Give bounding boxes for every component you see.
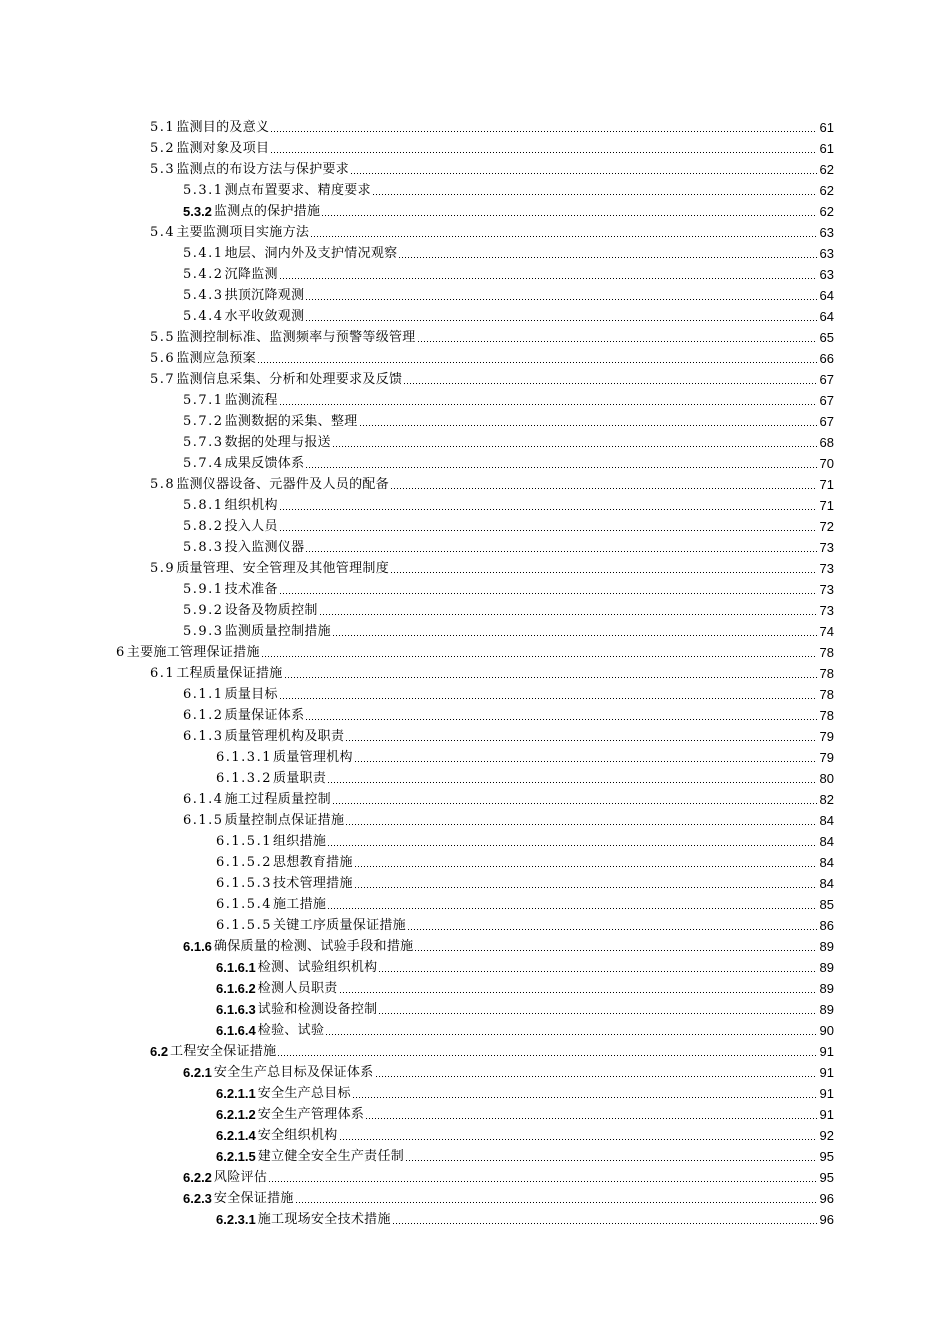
toc-entry[interactable] — [0, 535, 950, 556]
toc-entry-page: 67 — [819, 393, 834, 408]
toc-entry-page: 71 — [819, 498, 834, 513]
dot-leader — [327, 781, 817, 784]
toc-entry-page: 90 — [819, 1023, 834, 1038]
toc-entry-title: 施工过程质量控制 — [224, 792, 331, 807]
dot-leader — [407, 928, 817, 931]
toc-entry-number: 6.2.3.1 — [216, 1212, 256, 1227]
toc-entry[interactable] — [0, 262, 950, 283]
toc-entry-page: 95 — [819, 1149, 834, 1164]
toc-entry-number: 5.3 — [150, 162, 176, 177]
dot-leader — [305, 718, 817, 721]
toc-entry[interactable] — [0, 115, 950, 136]
toc-entry-page: 84 — [819, 834, 834, 849]
toc-entry-title: 工程质量保证措施 — [176, 666, 283, 681]
toc-entry-title: 检测人员职责 — [257, 981, 338, 996]
toc-entry-page: 72 — [819, 519, 834, 534]
toc-entry-number: 5.8.3 — [183, 540, 224, 555]
toc-entry[interactable] — [0, 1186, 950, 1207]
toc-entry[interactable] — [0, 199, 950, 220]
toc-entry-title: 成果反馈体系 — [224, 456, 305, 471]
toc-entry-title: 沉降监测 — [224, 267, 278, 282]
toc-entry[interactable] — [0, 1018, 950, 1039]
dot-leader — [332, 802, 817, 805]
toc-entry-number: 6.1.6.4 — [216, 1023, 256, 1038]
toc-entry-number: 5.3.2 — [183, 204, 212, 219]
dot-leader — [295, 1201, 817, 1204]
toc-entry-number: 5.7.1 — [183, 393, 224, 408]
toc-entry[interactable] — [0, 1207, 950, 1228]
toc-entry-page: 62 — [819, 204, 834, 219]
toc-entry-title: 技术准备 — [224, 582, 278, 597]
toc-entry-number: 5.4 — [150, 225, 176, 240]
toc-entry[interactable] — [0, 325, 950, 346]
toc-entry[interactable] — [0, 1081, 950, 1102]
dot-leader — [325, 1033, 817, 1036]
dot-leader — [277, 1054, 817, 1057]
dot-leader — [345, 823, 817, 826]
toc-entry-title: 水平收敛观测 — [224, 309, 305, 324]
toc-entry-number: 5.9.3 — [183, 624, 224, 639]
toc-entry[interactable] — [0, 955, 950, 976]
toc-entry-title: 质量控制点保证措施 — [224, 813, 345, 828]
toc-entry-title: 拱顶沉降观测 — [224, 288, 305, 303]
toc-entry-page: 79 — [819, 729, 834, 744]
toc-entry-number: 5.4.3 — [183, 288, 224, 303]
dot-leader — [378, 1012, 817, 1015]
toc-entry-number: 6.1.5.2 — [216, 855, 272, 870]
toc-entry-title: 技术管理措施 — [272, 876, 353, 891]
toc-entry-number: 5.9.2 — [183, 603, 224, 618]
toc-entry[interactable] — [0, 850, 950, 871]
toc-entry-title: 安全组织机构 — [257, 1128, 338, 1143]
toc-entry-page: 66 — [819, 351, 834, 366]
toc-entry[interactable] — [0, 661, 950, 682]
toc-entry-title: 质量职责 — [272, 771, 327, 786]
dot-leader — [319, 613, 817, 616]
toc-entry-title: 监测仪器设备、元器件及人员的配备 — [176, 477, 389, 492]
dot-leader — [365, 1117, 817, 1120]
dot-leader — [352, 1096, 817, 1099]
toc-entry-number: 6.1.5.1 — [216, 834, 272, 849]
toc-entry-title: 质量管理、安全管理及其他管理制度 — [176, 561, 389, 576]
toc-entry-title: 组织措施 — [272, 834, 327, 849]
toc-entry-title: 监测信息采集、分析和处理要求及反馈 — [176, 372, 403, 387]
toc-entry-number: 6.1.6.2 — [216, 981, 256, 996]
toc-entry-title: 安全生产总目标 — [257, 1086, 351, 1101]
dot-leader — [284, 676, 817, 679]
toc-entry[interactable] — [0, 283, 950, 304]
toc-entry-number: 5.2 — [150, 141, 176, 156]
toc-entry-title: 检测、试验组织机构 — [257, 960, 378, 975]
toc-entry-page: 63 — [819, 225, 834, 240]
toc-entry[interactable] — [0, 346, 950, 367]
toc-entry-page: 73 — [819, 540, 834, 555]
toc-entry[interactable] — [0, 304, 950, 325]
toc-entry-number: 5.1 — [150, 120, 176, 135]
toc-entry-page: 89 — [819, 939, 834, 954]
toc-entry-title: 组织机构 — [224, 498, 278, 513]
dot-leader — [310, 235, 817, 238]
toc-entry[interactable] — [0, 367, 950, 388]
toc-entry[interactable] — [0, 703, 950, 724]
toc-entry-page: 79 — [819, 750, 834, 765]
toc-entry-number: 6.2 — [150, 1044, 169, 1059]
toc-entry-number: 5.9.1 — [183, 582, 224, 597]
toc-entry-number: 6.2.1.4 — [216, 1128, 256, 1143]
toc-entry-title: 投入人员 — [224, 519, 278, 534]
toc-entry-page: 96 — [819, 1191, 834, 1206]
dot-leader — [354, 886, 817, 889]
toc-entry[interactable] — [0, 976, 950, 997]
toc-entry-title: 主要施工管理保证措施 — [126, 645, 260, 660]
toc-entry-title: 质量管理机构及职责 — [224, 729, 345, 744]
dot-leader — [327, 907, 817, 910]
toc-entry[interactable] — [0, 892, 950, 913]
toc-entry-number: 5.8.2 — [183, 519, 224, 534]
dot-leader — [279, 277, 817, 280]
toc-entry[interactable] — [0, 157, 950, 178]
toc-entry-number: 6.1.3.2 — [216, 771, 272, 786]
toc-entry-title: 地层、洞内外及支护情况观察 — [224, 246, 398, 261]
dot-leader — [279, 508, 817, 511]
dot-leader — [257, 361, 817, 364]
toc-entry[interactable] — [0, 913, 950, 934]
toc-entry-title: 监测应急预案 — [176, 351, 256, 366]
toc-entry-title: 试验和检测设备控制 — [257, 1002, 378, 1017]
toc-entry[interactable] — [0, 1165, 950, 1186]
dot-leader — [268, 1180, 817, 1183]
toc-entry-page: 61 — [819, 120, 834, 135]
dot-leader — [332, 445, 817, 448]
toc-entry-title: 监测点的保护措施 — [213, 204, 321, 219]
toc-entry-page: 65 — [819, 330, 834, 345]
toc-entry-number: 6.1.5 — [183, 813, 224, 828]
toc-entry-number: 6.1 — [150, 666, 176, 681]
toc-entry-number: 5.3.1 — [183, 183, 224, 198]
dot-leader — [279, 592, 817, 595]
toc-entry-title: 监测控制标准、监测频率与预警等级管理 — [176, 330, 416, 345]
toc-entry[interactable] — [0, 136, 950, 157]
dot-leader — [305, 298, 817, 301]
toc-entry-number: 5.6 — [150, 351, 176, 366]
toc-entry[interactable] — [0, 451, 950, 472]
dot-leader — [414, 949, 817, 952]
toc-entry-page: 89 — [819, 1002, 834, 1017]
toc-entry-page: 96 — [819, 1212, 834, 1227]
toc-entry[interactable] — [0, 724, 950, 745]
toc-entry-title: 关键工序质量保证措施 — [272, 918, 406, 933]
toc-entry-number: 5.7 — [150, 372, 176, 387]
toc-entry-number: 5.7.3 — [183, 435, 224, 450]
toc-entry-page: 71 — [819, 477, 834, 492]
toc-entry-title: 数据的处理与报送 — [224, 435, 331, 450]
toc-entry-page: 91 — [819, 1065, 834, 1080]
toc-entry-title: 检验、试验 — [257, 1023, 325, 1038]
toc-entry-page: 78 — [819, 687, 834, 702]
toc-entry[interactable] — [0, 388, 950, 409]
toc-entry-title: 投入监测仪器 — [224, 540, 305, 555]
toc-entry-title: 安全生产总目标及保证体系 — [213, 1065, 374, 1080]
toc-entry-number: 6.2.1 — [183, 1065, 212, 1080]
toc-entry-page: 78 — [819, 645, 834, 660]
toc-entry-number: 5.8 — [150, 477, 176, 492]
toc-entry-page: 63 — [819, 267, 834, 282]
toc-entry[interactable] — [0, 808, 950, 829]
dot-leader — [403, 382, 817, 385]
toc-entry[interactable] — [0, 997, 950, 1018]
toc-entry-number: 5.9 — [150, 561, 176, 576]
toc-entry-number: 6.1.3 — [183, 729, 224, 744]
toc-entry-title: 施工措施 — [272, 897, 327, 912]
dot-leader — [392, 1222, 817, 1225]
dot-leader — [398, 256, 817, 259]
toc-entry-number: 6.1.6 — [183, 939, 212, 954]
dot-leader — [375, 1075, 817, 1078]
toc-entry-page: 95 — [819, 1170, 834, 1185]
toc-entry-page: 89 — [819, 960, 834, 975]
toc-entry-page: 91 — [819, 1044, 834, 1059]
toc-entry-page: 86 — [819, 918, 834, 933]
dot-leader — [339, 1138, 817, 1141]
toc-entry-number: 5.7.4 — [183, 456, 224, 471]
toc-entry-number: 6.2.1.5 — [216, 1149, 256, 1164]
toc-entry-page: 78 — [819, 708, 834, 723]
toc-entry-number: 6.1.4 — [183, 792, 224, 807]
toc-entry-title: 测点布置要求、精度要求 — [224, 183, 371, 198]
toc-entry-title: 监测数据的采集、整理 — [224, 414, 358, 429]
toc-entry-number: 6.1.6.1 — [216, 960, 256, 975]
toc-entry[interactable] — [0, 640, 950, 661]
toc-entry-title: 监测质量控制措施 — [224, 624, 331, 639]
toc-entry-number: 6.1.1 — [183, 687, 224, 702]
dot-leader — [359, 424, 817, 427]
toc-entry[interactable] — [0, 493, 950, 514]
dot-leader — [332, 634, 817, 637]
toc-entry-title: 安全保证措施 — [213, 1191, 294, 1206]
toc-entry-number: 6.2.1.1 — [216, 1086, 256, 1101]
dot-leader — [279, 403, 817, 406]
toc-entry-number: 6.1.5.3 — [216, 876, 272, 891]
toc-entry[interactable] — [0, 598, 950, 619]
toc-entry-number: 6.2.3 — [183, 1191, 212, 1206]
toc-entry-number: 6.1.5.5 — [216, 918, 272, 933]
toc-entry-page: 63 — [819, 246, 834, 261]
toc-entry-number: 6.1.2 — [183, 708, 224, 723]
toc-entry-title: 思想教育措施 — [272, 855, 353, 870]
toc-entry-page: 62 — [819, 183, 834, 198]
toc-entry-title: 监测对象及项目 — [176, 141, 270, 156]
toc-entry-title: 质量目标 — [224, 687, 278, 702]
toc-entry-number: 6.2.1.2 — [216, 1107, 256, 1122]
toc-entry-title: 工程安全保证措施 — [170, 1044, 277, 1059]
toc-entry[interactable] — [0, 241, 950, 262]
dot-leader — [305, 319, 817, 322]
toc-entry-title: 施工现场安全技术措施 — [257, 1212, 391, 1227]
toc-entry-number: 6.2.2 — [183, 1170, 212, 1185]
dot-leader — [327, 844, 817, 847]
toc-entry-page: 64 — [819, 288, 834, 303]
toc-entry[interactable] — [0, 829, 950, 850]
toc-entry-page: 73 — [819, 582, 834, 597]
toc-entry-title: 设备及物质控制 — [224, 603, 318, 618]
table-of-contents — [0, 115, 950, 1228]
toc-entry-number: 5.4.1 — [183, 246, 224, 261]
toc-entry-page: 91 — [819, 1086, 834, 1101]
toc-entry[interactable] — [0, 220, 950, 241]
toc-entry-title: 主要监测项目实施方法 — [176, 225, 310, 240]
toc-entry[interactable] — [0, 871, 950, 892]
dot-leader — [261, 655, 817, 658]
toc-entry-page: 64 — [819, 309, 834, 324]
dot-leader — [345, 739, 817, 742]
toc-entry-title: 监测流程 — [224, 393, 278, 408]
toc-entry-page: 68 — [819, 435, 834, 450]
toc-entry-page: 85 — [819, 897, 834, 912]
toc-entry-number: 6.1.3.1 — [216, 750, 272, 765]
toc-entry[interactable] — [0, 1123, 950, 1144]
dot-leader — [390, 487, 817, 490]
dot-leader — [354, 865, 817, 868]
toc-entry-number: 6 — [116, 645, 126, 660]
toc-entry-title: 质量管理机构 — [272, 750, 353, 765]
toc-entry-page: 84 — [819, 813, 834, 828]
dot-leader — [270, 151, 817, 154]
toc-entry-title: 建立健全安全生产责任制 — [257, 1149, 405, 1164]
toc-entry-title: 监测点的布设方法与保护要求 — [176, 162, 350, 177]
toc-entry[interactable] — [0, 178, 950, 199]
toc-entry[interactable] — [0, 472, 950, 493]
dot-leader — [417, 340, 817, 343]
dot-leader — [354, 760, 817, 763]
toc-entry[interactable] — [0, 430, 950, 451]
toc-entry-page: 73 — [819, 561, 834, 576]
dot-leader — [305, 550, 817, 553]
toc-entry-title: 监测目的及意义 — [176, 120, 270, 135]
toc-entry-title: 质量保证体系 — [224, 708, 305, 723]
dot-leader — [305, 466, 817, 469]
toc-entry-title: 风险评估 — [213, 1170, 268, 1185]
toc-entry[interactable] — [0, 1144, 950, 1165]
toc-entry-title: 确保质量的检测、试验手段和措施 — [213, 939, 414, 954]
toc-entry-number: 6.1.5.4 — [216, 897, 272, 912]
toc-entry-page: 62 — [819, 162, 834, 177]
toc-entry-number: 5.4.4 — [183, 309, 224, 324]
toc-entry-page: 61 — [819, 141, 834, 156]
toc-entry-page: 78 — [819, 666, 834, 681]
toc-entry-page: 73 — [819, 603, 834, 618]
toc-entry[interactable] — [0, 682, 950, 703]
toc-entry[interactable] — [0, 787, 950, 808]
toc-entry-page: 92 — [819, 1128, 834, 1143]
toc-entry-page: 67 — [819, 372, 834, 387]
toc-entry[interactable] — [0, 1060, 950, 1081]
dot-leader — [279, 529, 817, 532]
toc-entry-page: 74 — [819, 624, 834, 639]
toc-entry[interactable] — [0, 1102, 950, 1123]
toc-entry-page: 84 — [819, 855, 834, 870]
toc-entry-number: 5.5 — [150, 330, 176, 345]
toc-entry[interactable] — [0, 409, 950, 430]
dot-leader — [372, 193, 817, 196]
dot-leader — [390, 571, 817, 574]
toc-entry[interactable] — [0, 556, 950, 577]
dot-leader — [405, 1159, 817, 1162]
toc-entry-title: 安全生产管理体系 — [257, 1107, 365, 1122]
dot-leader — [270, 130, 817, 133]
dot-leader — [378, 970, 817, 973]
toc-entry[interactable] — [0, 745, 950, 766]
toc-entry-page: 80 — [819, 771, 834, 786]
toc-entry-page: 84 — [819, 876, 834, 891]
dot-leader — [339, 991, 817, 994]
toc-entry-page: 89 — [819, 981, 834, 996]
toc-entry[interactable] — [0, 1039, 950, 1060]
toc-entry[interactable] — [0, 619, 950, 640]
toc-entry-page: 82 — [819, 792, 834, 807]
toc-entry[interactable] — [0, 577, 950, 598]
toc-entry-number: 5.4.2 — [183, 267, 224, 282]
toc-entry-number: 5.7.2 — [183, 414, 224, 429]
toc-entry-page: 70 — [819, 456, 834, 471]
toc-entry-page: 91 — [819, 1107, 834, 1122]
toc-entry-number: 6.1.6.3 — [216, 1002, 256, 1017]
dot-leader — [279, 697, 817, 700]
dot-leader — [321, 214, 817, 217]
dot-leader — [350, 172, 817, 175]
toc-entry-page: 67 — [819, 414, 834, 429]
toc-entry-number: 5.8.1 — [183, 498, 224, 513]
toc-entry[interactable] — [0, 766, 950, 787]
toc-entry[interactable] — [0, 514, 950, 535]
toc-entry[interactable] — [0, 934, 950, 955]
